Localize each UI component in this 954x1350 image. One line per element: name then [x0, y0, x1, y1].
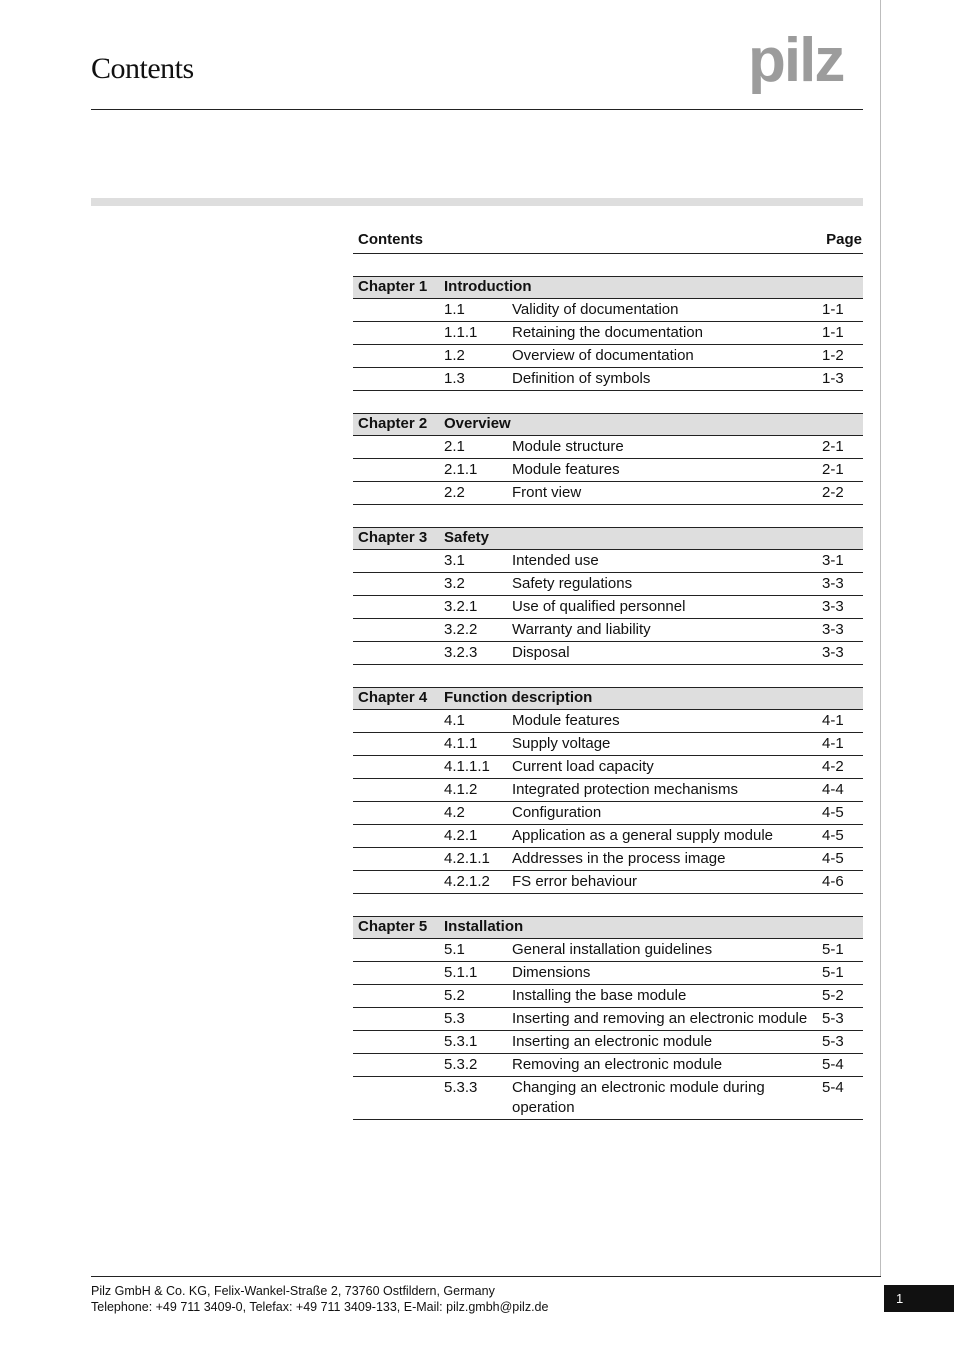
pilz-logo: pilz [748, 26, 844, 95]
toc-entry-page: 4-6 [822, 873, 844, 890]
toc-entry-page: 5-2 [822, 987, 844, 1004]
toc-entry-title: Addresses in the process image [512, 850, 726, 867]
page-margin-line [880, 0, 881, 1276]
toc-entry[interactable] [353, 550, 863, 573]
toc-entry-title: Module features [512, 461, 620, 478]
toc-header-label: Contents [358, 231, 423, 248]
toc-entry[interactable] [353, 1008, 863, 1031]
toc-entry[interactable] [353, 1054, 863, 1077]
page-number-badge: 1 [884, 1285, 954, 1312]
toc-entry-page: 4-5 [822, 850, 844, 867]
chapter-heading-row[interactable] [353, 276, 863, 299]
toc-entry-title: Disposal [512, 644, 570, 661]
toc-entry-page: 1-1 [822, 301, 844, 318]
chapter-label: Chapter 2 [358, 415, 428, 432]
toc-entry-title: Changing an electronic module during operation [512, 1079, 765, 1116]
toc-chapter [353, 413, 863, 505]
toc-entry-title: Use of qualified personnel [512, 598, 686, 615]
toc-entry[interactable] [353, 985, 863, 1008]
toc-entry-number: 1.1 [444, 301, 465, 318]
chapter-heading-row[interactable] [353, 916, 863, 939]
toc-entry-page: 3-3 [822, 621, 844, 638]
toc-entry-page: 5-3 [822, 1033, 844, 1050]
toc-entry-number: 5.3 [444, 1010, 465, 1027]
toc-entry-number: 1.2 [444, 347, 465, 364]
toc-entry-page: 5-4 [822, 1056, 844, 1073]
toc-entry-number: 5.1.1 [444, 964, 478, 981]
chapter-label: Chapter 3 [358, 529, 428, 546]
toc-entry-number: 4.2.1.2 [444, 873, 490, 890]
toc-entry[interactable] [353, 573, 863, 596]
toc-entry-number: 3.2.3 [444, 644, 478, 661]
chapter-title: Safety [444, 529, 490, 546]
toc-entry-number: 4.2.1 [444, 827, 478, 844]
toc-entry-number: 2.1.1 [444, 461, 478, 478]
toc-entry-title: Current load capacity [512, 758, 654, 775]
toc-entry-number: 3.2.1 [444, 598, 478, 615]
toc-entry-number: 5.3.2 [444, 1056, 478, 1073]
table-of-contents [353, 228, 863, 1120]
toc-entry[interactable] [353, 642, 863, 665]
toc-entry-page: 4-5 [822, 827, 844, 844]
toc-entry-number: 3.2.2 [444, 621, 478, 638]
toc-entry-number: 2.1 [444, 438, 465, 455]
chapter-title: Overview [444, 415, 511, 432]
toc-body [353, 276, 863, 1120]
toc-entry-page: 3-3 [822, 575, 844, 592]
toc-entry-number: 2.2 [444, 484, 465, 501]
page-title: Contents [91, 52, 194, 85]
toc-entry-page: 4-1 [822, 712, 844, 729]
toc-entry-title: General installation guidelines [512, 941, 713, 958]
toc-entry-page: 3-1 [822, 552, 844, 569]
toc-entry[interactable] [353, 802, 863, 825]
toc-entry[interactable] [353, 962, 863, 985]
toc-entry-title: Safety regulations [512, 575, 633, 592]
toc-entry-title: Installing the base module [512, 987, 687, 1004]
chapter-title: Introduction [444, 278, 532, 295]
footer-address: Pilz GmbH & Co. KG, Felix-Wankel-Straße 2, 73760 Ostfildern, Germany [91, 1284, 495, 1298]
toc-entry[interactable] [353, 299, 863, 322]
toc-entry-title: Integrated protection mechanisms [512, 781, 738, 798]
chapter-heading-row[interactable] [353, 413, 863, 436]
toc-entry-title: Module structure [512, 438, 624, 455]
toc-entry-number: 4.2 [444, 804, 465, 821]
toc-entry-page: 5-3 [822, 1010, 844, 1027]
toc-entry[interactable] [353, 779, 863, 802]
chapter-title: Installation [444, 918, 524, 935]
toc-entry-page: 4-1 [822, 735, 844, 752]
toc-chapter [353, 916, 863, 1120]
toc-entry-title: Definition of symbols [512, 370, 651, 387]
toc-entry-number: 3.2 [444, 575, 465, 592]
toc-entry[interactable] [353, 345, 863, 368]
toc-entry-title: Application as a general supply module [512, 827, 773, 844]
toc-entry[interactable] [353, 710, 863, 733]
toc-entry-number: 5.3.1 [444, 1033, 478, 1050]
toc-entry-title: Front view [512, 484, 582, 501]
toc-entry-page: 3-3 [822, 644, 844, 661]
toc-entry-page: 4-5 [822, 804, 844, 821]
toc-entry[interactable] [353, 368, 863, 391]
header-divider [91, 109, 863, 110]
toc-entry[interactable] [353, 619, 863, 642]
toc-entry[interactable] [353, 459, 863, 482]
toc-entry-title: Warranty and liability [512, 621, 651, 638]
toc-entry-number: 4.1 [444, 712, 465, 729]
toc-entry[interactable] [353, 436, 863, 459]
toc-entry-number: 5.3.3 [444, 1079, 478, 1096]
toc-entry-title: Overview of documentation [512, 347, 694, 364]
toc-entry-number: 4.1.2 [444, 781, 478, 798]
toc-entry-title: Supply voltage [512, 735, 611, 752]
toc-chapter [353, 687, 863, 894]
section-band [91, 198, 863, 206]
toc-entry-number: 5.2 [444, 987, 465, 1004]
toc-entry-title: Validity of documentation [512, 301, 679, 318]
toc-entry[interactable] [353, 1077, 863, 1120]
toc-entry[interactable] [353, 596, 863, 619]
toc-entry-title: Inserting an electronic module [512, 1033, 713, 1050]
toc-header [353, 228, 863, 254]
toc-entry-page: 5-1 [822, 941, 844, 958]
toc-entry-title: Retaining the documentation [512, 324, 703, 341]
toc-entry-page: 2-1 [822, 438, 844, 455]
toc-entry-number: 1.3 [444, 370, 465, 387]
toc-entry-number: 4.1.1 [444, 735, 478, 752]
toc-entry-number: 3.1 [444, 552, 465, 569]
toc-entry[interactable] [353, 756, 863, 779]
toc-entry[interactable] [353, 871, 863, 894]
toc-entry-number: 4.2.1.1 [444, 850, 490, 867]
chapter-title: Function description [444, 689, 593, 706]
toc-entry[interactable] [353, 482, 863, 505]
chapter-heading-row[interactable] [353, 687, 863, 710]
toc-entry-page: 4-2 [822, 758, 844, 775]
toc-entry-title: Inserting and removing an electronic module [512, 1010, 808, 1027]
toc-entry[interactable] [353, 939, 863, 962]
chapter-heading-row[interactable] [353, 527, 863, 550]
toc-entry-title: Removing an electronic module [512, 1056, 723, 1073]
toc-entry-page: 4-4 [822, 781, 844, 798]
toc-entry-page: 2-2 [822, 484, 844, 501]
toc-entry-title: Module features [512, 712, 620, 729]
toc-entry-page: 3-3 [822, 598, 844, 615]
toc-chapter [353, 276, 863, 391]
toc-entry-title: Dimensions [512, 964, 591, 981]
toc-chapter [353, 527, 863, 665]
footer [91, 1283, 548, 1315]
toc-entry-title: Intended use [512, 552, 599, 569]
chapter-label: Chapter 4 [358, 689, 428, 706]
toc-entry[interactable] [353, 322, 863, 345]
toc-entry-title: Configuration [512, 804, 602, 821]
toc-header-page: Page [826, 231, 862, 248]
toc-entry-page: 1-2 [822, 347, 844, 364]
toc-entry-title: FS error behaviour [512, 873, 638, 890]
toc-entry[interactable] [353, 825, 863, 848]
toc-entry-number: 4.1.1.1 [444, 758, 490, 775]
toc-entry-number: 1.1.1 [444, 324, 478, 341]
chapter-label: Chapter 5 [358, 918, 428, 935]
toc-entry-page: 2-1 [822, 461, 844, 478]
toc-entry[interactable] [353, 1031, 863, 1054]
toc-entry-number: 5.1 [444, 941, 465, 958]
footer-contact: Telephone: +49 711 3409-0, Telefax: +49 711 3409-133, E-Mail: pilz.gmbh@pilz.de [91, 1300, 549, 1314]
chapter-label: Chapter 1 [358, 278, 428, 295]
toc-entry-page: 5-1 [822, 964, 844, 981]
toc-entry-page: 1-1 [822, 324, 844, 341]
toc-entry[interactable] [353, 848, 863, 871]
footer-divider [91, 1276, 881, 1277]
toc-entry[interactable] [353, 733, 863, 756]
toc-entry-page: 1-3 [822, 370, 844, 387]
toc-entry-page: 5-4 [822, 1079, 844, 1096]
